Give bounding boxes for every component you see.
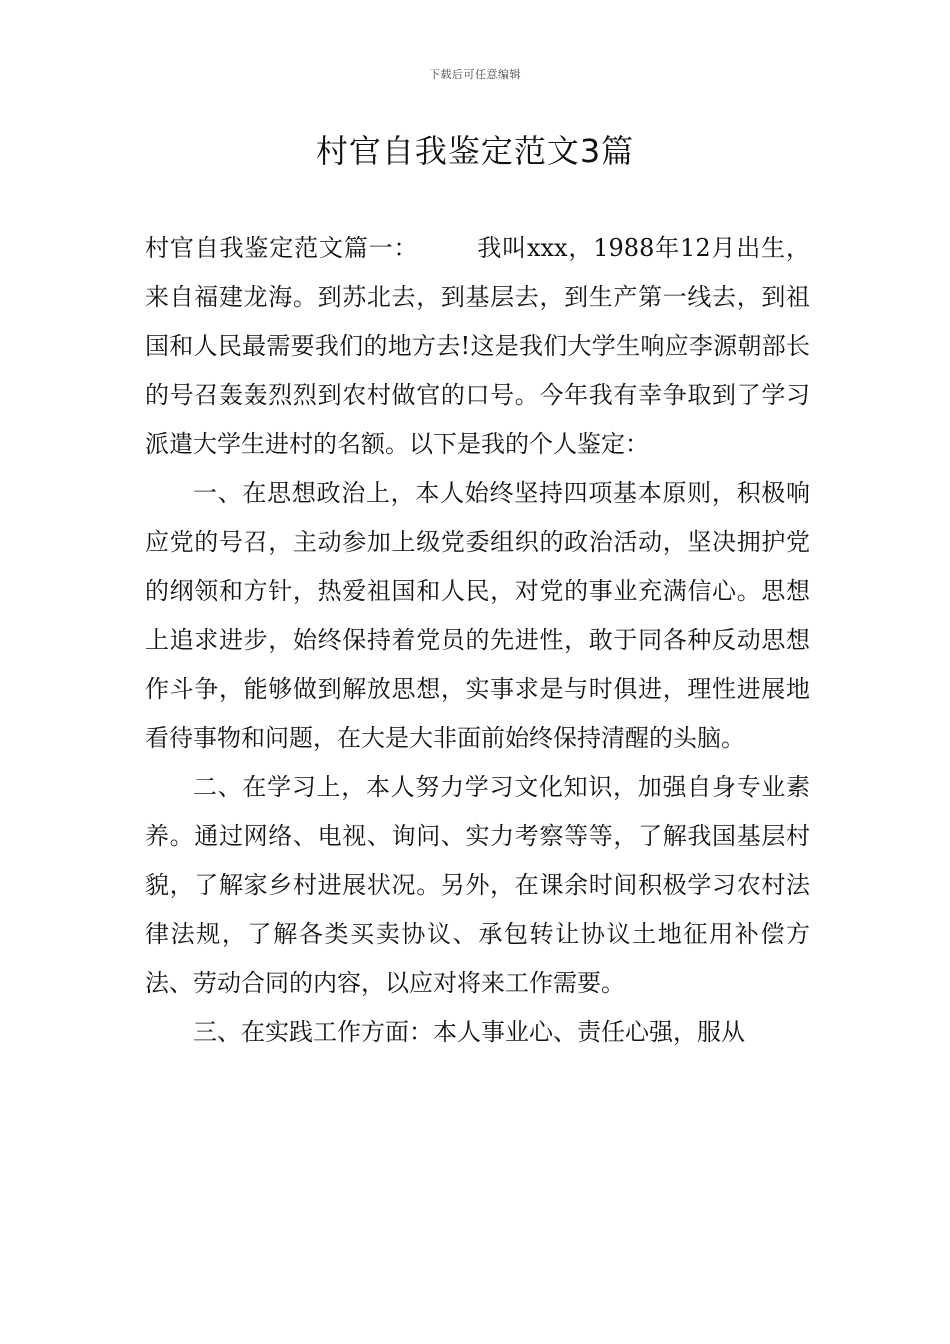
body-paragraph-2: 二、在学习上，本人努力学习文化知识，加强自身专业素养。通过网络、电视、询问、实力考察等等，了解我国基层村貌，了解家乡村进展状况。另外，在课余时间积极学习农村法律法规，了解各类买卖协议、承包转让协议土地征用补偿方法、劳动合同的内容，以应对将来工作需要。 xyxy=(145,773,810,997)
header-note: 下载后可任意编辑 xyxy=(429,68,521,81)
body-paragraph-1: 一、在思想政治上，本人始终坚持四项基本原则，积极响应党的号召，主动参加上级党委组织的政治活动，坚决拥护党的纲领和方针，热爱祖国和人民，对党的事业充满信心。思想上追求进步，始终保持着党员的先进性，敢于同各种反动思想作斗争，能够做到解放思想，实事求是与时俱进，理性进展地看待事物和问题，在大是大非面前始终保持清醒的头脑。 xyxy=(145,479,810,752)
document-title: 村官自我鉴定范文3篇 xyxy=(315,132,635,170)
document-body xyxy=(145,224,810,1057)
section-label: 村官自我鉴定范文篇一： xyxy=(145,234,419,262)
intro-text: 我叫xxx，1988年12月出生，来自福建龙海。到苏北去，到基层去，到生产第一线去，到祖国和人民最需要我们的地方去!这是我们大学生响应李源朝部长的号召轰轰烈烈到农村做官的口号。今年我有幸争取到了学习派遣大学生进村的名额。以下是我的个人鉴定： xyxy=(145,234,810,458)
intro-paragraph xyxy=(145,224,810,469)
body-paragraph-3: 三、在实践工作方面：本人事业心、责任心强，服从 xyxy=(193,1018,745,1046)
